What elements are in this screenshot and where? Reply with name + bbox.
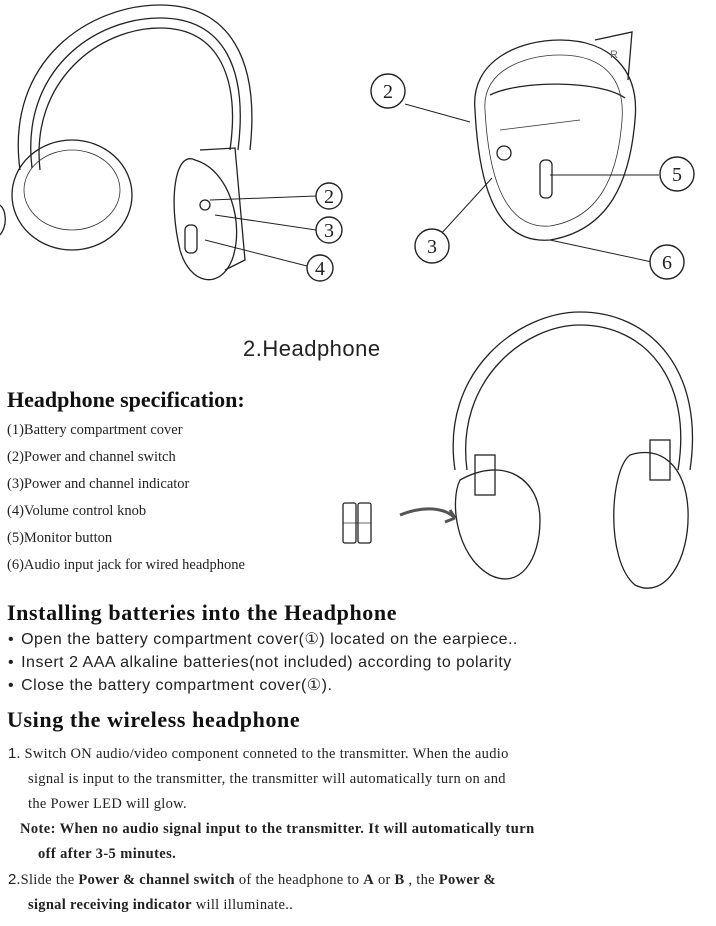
step-text: will illuminate..	[191, 897, 294, 913]
callout-2-right	[371, 74, 405, 108]
right-callouts	[371, 74, 694, 279]
option-a: A	[363, 872, 375, 888]
note-line-1: Note: When no audio signal input to the transmitter. It will automatically turn	[20, 821, 535, 837]
install-bullets	[8, 630, 518, 699]
section-caption: 2.Headphone	[243, 336, 381, 361]
step-2	[8, 867, 708, 893]
svg-text:4: 4	[315, 258, 325, 280]
install-bullet: • Insert 2 AAA alkaline batteries(not included) according to polarity	[8, 653, 518, 676]
headphone-front-view-image	[453, 312, 692, 588]
step-1-line-3: the Power LED will glow.	[28, 796, 187, 812]
spec-list	[7, 421, 245, 583]
arrow-icon	[400, 509, 455, 522]
step-text: , the	[404, 872, 439, 888]
step-1-line-2: signal is input to the transmitter, the transmitter will automatically turn on and	[28, 771, 506, 787]
install-bullet: • Open the battery compartment cover(①) located on the earpiece..	[8, 630, 518, 653]
signal-indicator-term: signal receiving indicator	[28, 897, 192, 913]
spec-item: (2)Power and channel switch	[7, 449, 176, 465]
headphone-side-view-image	[0, 5, 252, 280]
spec-item: (1)Battery compartment cover	[7, 422, 183, 438]
svg-text:2: 2	[383, 81, 393, 103]
callout-5-right	[660, 157, 694, 191]
spec-item: (3)Power and channel indicator	[7, 476, 190, 492]
callout-3-left	[316, 217, 342, 243]
note	[8, 817, 708, 867]
earcup-label-r: R	[610, 49, 618, 61]
earcup-detail-image	[475, 32, 636, 240]
svg-text:5: 5	[672, 164, 682, 186]
step-2-line-2	[8, 893, 708, 918]
battery-icon	[343, 503, 371, 543]
step-number: 2	[8, 871, 17, 888]
step-text: .Slide the	[16, 872, 79, 888]
svg-text:3: 3	[427, 236, 437, 258]
step-text: of the headphone to	[234, 872, 364, 888]
step-1	[8, 741, 708, 767]
using-steps	[8, 741, 708, 918]
step-text: or	[374, 872, 395, 888]
using-title: Using the wireless headphone	[7, 707, 301, 732]
spec-title: Headphone specification:	[7, 387, 245, 412]
step-text: . Switch ON audio/video component conneted to the transmitter. When the audio	[16, 746, 509, 762]
install-bullet: • Close the battery compartment cover(①).	[8, 676, 518, 699]
svg-text:2: 2	[324, 186, 334, 208]
svg-text:3: 3	[324, 220, 334, 242]
left-callouts	[307, 183, 342, 281]
power-channel-switch-term: Power & channel switch	[78, 872, 235, 888]
power-term: Power &	[438, 872, 496, 888]
step-number: 1	[8, 745, 17, 762]
spec-item: (6)Audio input jack for wired headphone	[7, 557, 245, 573]
callout-2-left	[316, 183, 342, 209]
callout-4-left	[307, 255, 333, 281]
option-b: B	[394, 872, 405, 888]
svg-text:6: 6	[662, 252, 672, 274]
spec-item: (4)Volume control knob	[7, 503, 147, 519]
callout-3-right	[415, 229, 449, 263]
note-line-2: off after 3-5 minutes.	[38, 846, 177, 862]
callout-6-right	[650, 245, 684, 279]
spec-item: (5)Monitor button	[7, 530, 113, 546]
install-title: Installing batteries into the Headphone	[7, 600, 398, 625]
